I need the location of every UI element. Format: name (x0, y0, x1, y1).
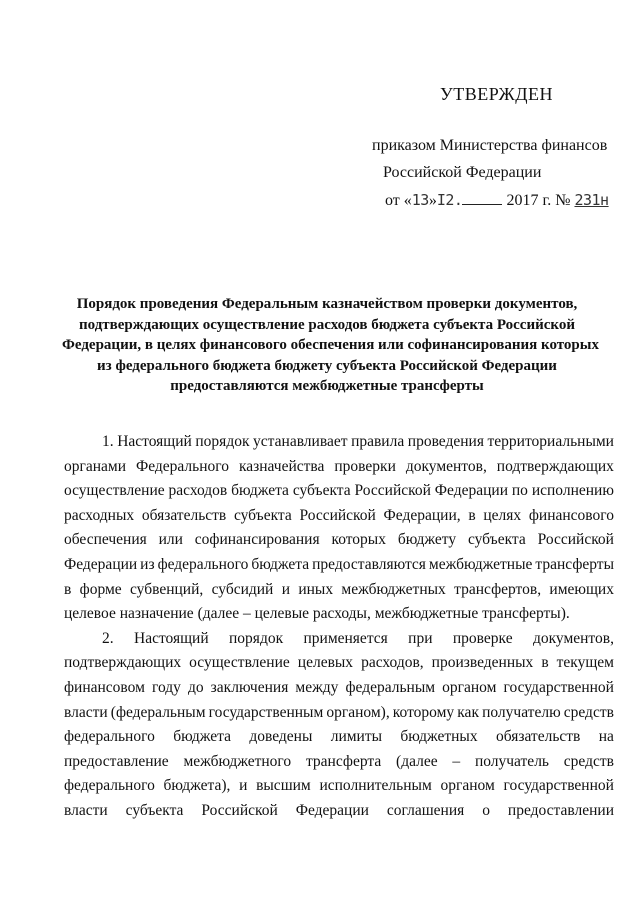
title-line: Федерации, в целях финансового обеспечения или софинансирования которых (62, 337, 599, 353)
text-line: органами Федерального казначейства проверки документов, подтверждающих (64, 457, 614, 475)
text-line: 1. Настоящий порядок устанавливает правила проведения территориальными (102, 433, 614, 450)
text-line: власти субъекта Российской Федерации соглашения о предоставлении (64, 801, 614, 819)
text-line: осуществление расходов бюджета субъекта Российской Федерации по исполнению (64, 482, 614, 500)
text-line: подтверждающих осуществление целевых расходов, произведенных в текущем (64, 654, 614, 672)
text-line: федерального бюджета доведены лимиты бюджетных обязательств на (64, 728, 614, 746)
text-line: Федерации из федерального бюджета предоставляются межбюджетные трансферты (64, 555, 614, 573)
document-title (62, 294, 599, 397)
date-prefix: от « (385, 192, 412, 209)
date-separator: » (428, 192, 437, 209)
date-blank-line (462, 190, 502, 205)
title-line: из федерального бюджета бюджету субъекта Российской Федерации (97, 357, 557, 374)
text-line: финансовом году до заключения между федеральным органом государственной (64, 678, 614, 696)
title-line: предоставляются межбюджетные трансферты (170, 378, 484, 394)
text-line: 2. Настоящий порядок применяется при проверке документов, (102, 629, 614, 647)
approved-heading: УТВЕРЖДЕН (440, 84, 554, 104)
order-line-federation: Российской Федерации (383, 164, 542, 181)
handwritten-order-number: 231н (574, 191, 609, 209)
text-line: власти (федеральным государственным органом), которому как получателю средств (64, 703, 614, 721)
handwritten-day: 13 (411, 191, 429, 209)
handwritten-month: I2. (436, 191, 463, 209)
text-line: предоставление межбюджетного трансферта (далее – получатель средств (64, 752, 614, 770)
title-line: Порядок проведения Федеральным казначейством проверки документов, (76, 296, 578, 312)
order-date-number (385, 190, 609, 210)
paragraph-2 (64, 627, 614, 824)
order-line-ministry: приказом Министерства финансов (372, 137, 608, 154)
text-line: федерального бюджета), и высшим исполнительным органом государственной (64, 777, 614, 795)
paragraph-1 (64, 430, 614, 627)
title-line: подтверждающих осуществление расходов бюджета субъекта Российской (79, 316, 575, 333)
text-line: обеспечения или софинансирования которых бюджету субъекта Российской (64, 531, 614, 549)
text-line: расходных обязательств субъекта Российской Федерации, в целях финансового (64, 506, 614, 524)
text-line: целевое назначение (далее – целевые расходы, межбюджетные трансферты). (64, 605, 570, 623)
document-body (64, 430, 614, 824)
text-line: в форме субвенций, субсидий и иных межбюджетных трансфертов, имеющих (64, 580, 614, 598)
approval-block (0, 0, 640, 230)
year-and-number-label: 2017 г. № (506, 192, 571, 209)
